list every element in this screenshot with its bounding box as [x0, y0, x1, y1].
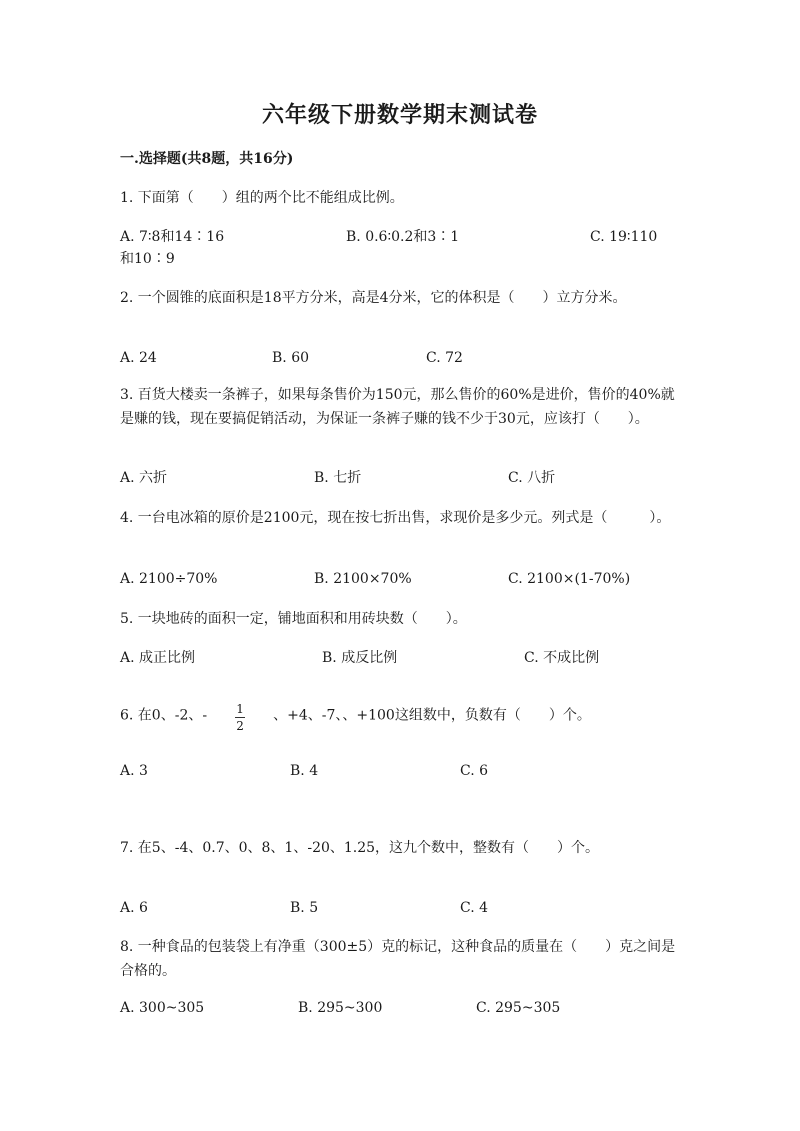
option-b[interactable]: B. 4 — [290, 763, 319, 779]
option-c[interactable]: C. 2100×(1-70%) — [508, 571, 631, 587]
option-c[interactable]: C. 72 — [426, 350, 463, 366]
option-c[interactable]: C. 不成比例 — [524, 650, 600, 666]
option-c[interactable]: C. 4 — [460, 900, 489, 916]
fraction-numerator: 1 — [236, 702, 244, 716]
option-b[interactable]: B. 5 — [290, 900, 319, 916]
option-b[interactable]: B. 成反比例 — [322, 650, 398, 666]
question-1-options — [0, 226, 800, 270]
option-b[interactable]: B. 295~300 — [298, 1000, 383, 1016]
option-a[interactable]: A. 7∶8和14∶16 — [120, 229, 225, 245]
question-7-text: 7. 在5、-4、0.7、0、8、1、-20、1.25，这九个数中，整数有（ ）个。 — [120, 840, 600, 856]
option-c[interactable]: C. 19∶110 — [590, 229, 658, 245]
question-3-options — [0, 467, 800, 511]
question-6-text-before: 6. 在0、-2、- — [120, 707, 208, 724]
option-a[interactable]: A. 3 — [120, 763, 148, 779]
option-a[interactable]: A. 成正比例 — [120, 650, 196, 666]
option-b[interactable]: B. 2100×70% — [314, 571, 412, 587]
section-title: 一.选择题(共8题，共16分) — [120, 151, 294, 167]
question-3-text: 3. 百货大楼卖一条裤子，如果每条售价为150元，那么售价的60%是进价，售价的40%就是赚的钱，现在要搞促销活动，为保证一条裤子赚的钱不少于30元，应该打（ ）。 — [120, 387, 675, 427]
option-a[interactable]: A. 2100÷70% — [120, 571, 218, 587]
option-b[interactable]: B. 0.6∶0.2和3∶1 — [346, 229, 460, 245]
option-c[interactable]: C. 6 — [460, 763, 489, 779]
question-6-text-after: 、+4、-7、、+100这组数中，负数有（ ）个。 — [273, 707, 591, 724]
question-2-text: 2. 一个圆锥的底面积是18平方分米，高是4分米，它的体积是（ ）立方分米。 — [120, 290, 627, 306]
option-a-continuation: 和10∶9 — [120, 251, 175, 267]
option-a[interactable]: A. 6 — [120, 900, 148, 916]
option-a[interactable]: A. 300~305 — [120, 1000, 205, 1016]
question-5-text: 5. 一块地砖的面积一定，铺地面积和用砖块数（ ）。 — [120, 611, 467, 627]
option-c[interactable]: C. 八折 — [508, 470, 556, 486]
option-b[interactable]: B. 七折 — [314, 470, 362, 486]
question-8-options — [0, 997, 800, 1041]
question-6-options — [0, 760, 800, 804]
option-a[interactable]: A. 24 — [120, 350, 157, 366]
question-4-options — [0, 568, 800, 612]
fraction-one-half — [235, 702, 245, 733]
fraction-denominator: 2 — [236, 719, 244, 733]
question-8-text: 8. 一种食品的包装袋上有净重（300±5）克的标记，这种食品的质量在（ ）克之间是合格的。 — [120, 939, 676, 979]
option-a[interactable]: A. 六折 — [120, 470, 168, 486]
question-1-text: 1. 下面第（ ）组的两个比不能组成比例。 — [120, 190, 404, 206]
question-6-text — [120, 700, 680, 731]
question-5-options — [0, 647, 800, 691]
option-c[interactable]: C. 295~305 — [476, 1000, 561, 1016]
page-title: 六年级下册数学期末测试卷 — [261, 102, 538, 128]
option-b[interactable]: B. 60 — [272, 350, 310, 366]
question-4-text: 4. 一台电冰箱的原价是2100元，现在按七折出售，求现价是多少元。列式是（ ）。 — [120, 510, 671, 526]
